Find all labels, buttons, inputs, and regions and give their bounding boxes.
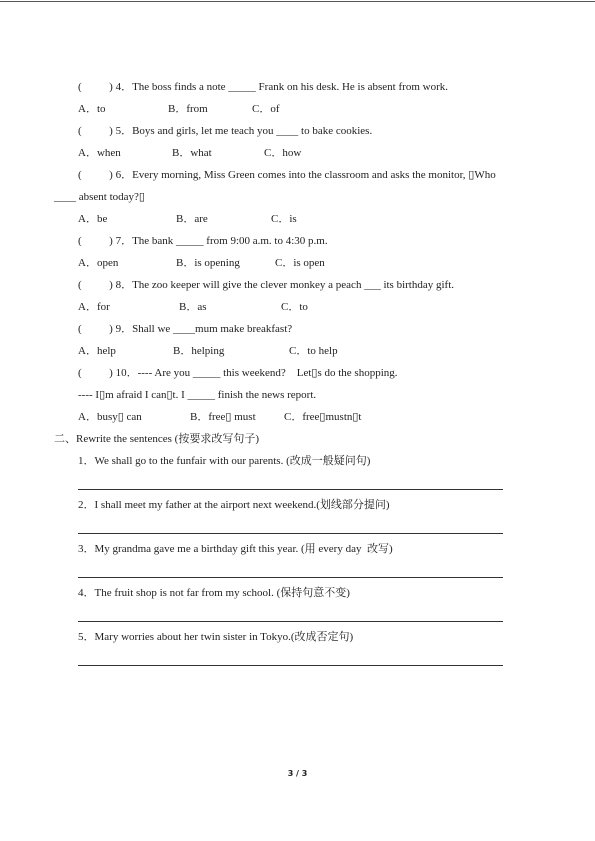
option-a: A．help bbox=[78, 345, 116, 357]
option-c: C．of bbox=[252, 103, 280, 115]
option-b: B．as bbox=[179, 301, 207, 313]
answer-line-4[interactable] bbox=[78, 621, 503, 622]
question-4: ( ) 4．The boss finds a note _____ Frank on his desk. He is absent from work. bbox=[78, 81, 448, 93]
question-8: ( ) 8．The zoo keeper will give the clever monkey a peach ___ its birthday gift. bbox=[78, 279, 455, 291]
rewrite-item-4: 4．The fruit shop is not far from my school. (保持句意不变) bbox=[78, 587, 350, 599]
answer-line-1[interactable] bbox=[78, 489, 503, 490]
question-6: ( ) 6．Every morning, Miss Green comes into the classroom and asks the monitor, ▯Who bbox=[78, 169, 496, 181]
option-c: C．to bbox=[281, 301, 308, 313]
rewrite-item-5: 5．Mary worries about her twin sister in Tokyo.(改成否定句) bbox=[78, 631, 354, 643]
option-b: B．what bbox=[172, 147, 212, 159]
option-b: B．helping bbox=[173, 345, 225, 357]
option-c: C．is bbox=[271, 213, 297, 225]
rewrite-item-1: 1．We shall go to the funfair with our parents. (改成一般疑问句) bbox=[78, 455, 371, 467]
top-border bbox=[0, 1, 595, 2]
answer-line-3[interactable] bbox=[78, 577, 503, 578]
option-a: A．busy▯ can bbox=[78, 411, 142, 423]
rewrite-item-2: 2．I shall meet my father at the airport next weekend.(划线部分提问) bbox=[78, 499, 390, 511]
question-10-continued: ---- I▯m afraid I can▯t. I _____ finish the news report. bbox=[78, 389, 317, 401]
question-5: ( ) 5．Boys and girls, let me teach you ____ to bake cookies. bbox=[78, 125, 373, 137]
option-a: A．to bbox=[78, 103, 106, 115]
option-b: B．from bbox=[168, 103, 208, 115]
question-7: ( ) 7．The bank _____ from 9:00 a.m. to 4:30 p.m. bbox=[78, 235, 328, 247]
question-9: ( ) 9．Shall we ____mum make breakfast? bbox=[78, 323, 293, 335]
option-c: C．how bbox=[264, 147, 302, 159]
option-b: B．is opening bbox=[176, 257, 240, 269]
option-a: A．for bbox=[78, 301, 110, 313]
question-10: ( ) 10．---- Are you _____ this weekend? Let▯s do the shopping. bbox=[78, 367, 398, 379]
option-c: C．free▯mustn▯t bbox=[284, 411, 362, 423]
option-a: A．when bbox=[78, 147, 121, 159]
page-number: 3 / 3 bbox=[287, 769, 308, 778]
answer-line-5[interactable] bbox=[78, 665, 503, 666]
option-a: A．be bbox=[78, 213, 108, 225]
section-2-heading: 二、Rewrite the sentences (按要求改写句子) bbox=[54, 433, 259, 445]
option-c: C．to help bbox=[289, 345, 338, 357]
option-a: A．open bbox=[78, 257, 119, 269]
question-6-continued: ____ absent today?▯ bbox=[54, 191, 145, 203]
rewrite-item-3: 3．My grandma gave me a birthday gift this year. (用 every day 改写) bbox=[78, 543, 393, 555]
option-c: C．is open bbox=[275, 257, 325, 269]
option-b: B．free▯ must bbox=[190, 411, 256, 423]
option-b: B．are bbox=[176, 213, 208, 225]
answer-line-2[interactable] bbox=[78, 533, 503, 534]
